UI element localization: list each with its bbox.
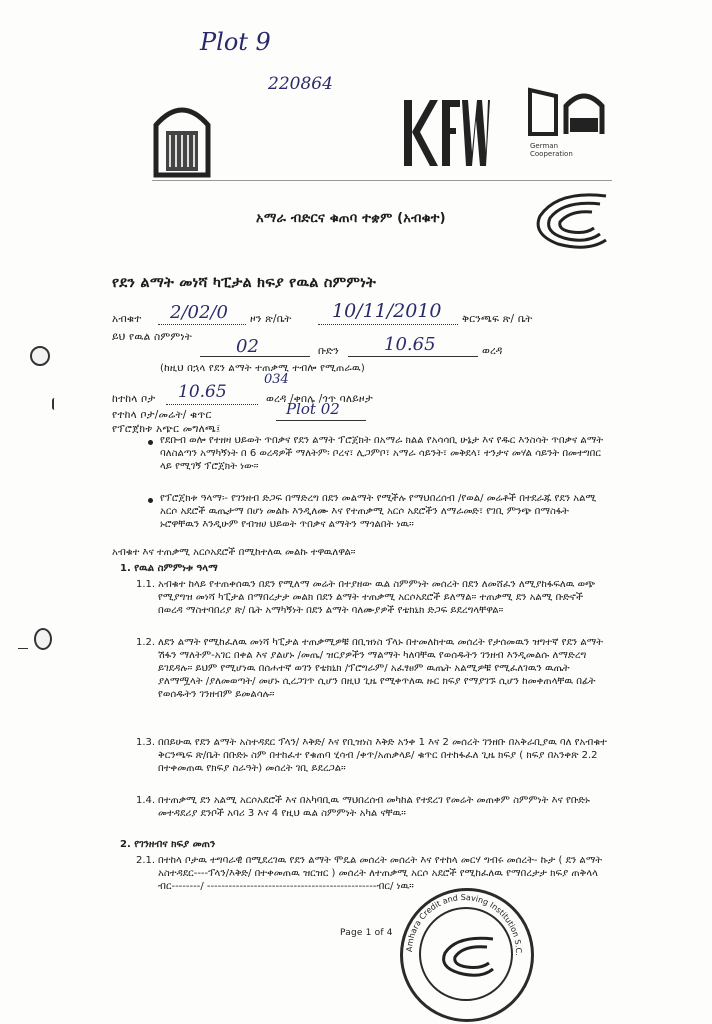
form-label: አብቁተ — [112, 313, 142, 325]
bullet-dot — [148, 440, 153, 445]
logo-german-cooperation — [526, 82, 606, 166]
bullet-text: የፕሮጀክቱ ዓላማ፡- የገንዘብ ድጋፍ በማድረግ በደን መልማት የሚችሉ የማህበረሰብ /የወል/ መሬቶች በተደራጁ የደን አልሚ አርሶ አደሮች ዉጤታማ በሆነ መልኩ እንዲለሙ እና የተጠቃሚ አርሶ አደሮችን ለማራመድ፣ የገቢ ምንጭ በማስፋት ኑሮዋቸዉን እንዲሁም የብዝሀ ህይወት ጥበቃና ልማትን ማጎልበት ነዉ። — [160, 493, 597, 530]
cooperation-label: German Cooperation — [530, 142, 573, 158]
margin-mark — [18, 648, 28, 649]
fill-line — [158, 324, 246, 325]
form-label: ወረዳ /ቀበሌ /ጎጥ ባለይዞታ — [266, 393, 373, 405]
document-title: የደን ልማት መነሻ ካፒታል ክፍያ የዉል ስምምነት — [112, 275, 377, 291]
handwritten-field: 10.65 — [178, 382, 227, 402]
acsi-logo — [528, 186, 610, 252]
handwritten-field: 02 — [236, 336, 259, 357]
logo-kfw — [400, 92, 490, 172]
punch-hole — [30, 346, 50, 366]
logo-left — [150, 95, 214, 179]
fill-line — [276, 420, 366, 421]
fill-line — [318, 324, 458, 325]
form-label: ቅርንጫፍ ጽ/ ቤት — [462, 313, 533, 325]
stamp-ring-text — [400, 888, 528, 1016]
form-label: ይህ የዉል ስምምነት — [112, 331, 193, 343]
bullet-dot — [148, 498, 153, 503]
handwritten-field: 2/02/0 — [170, 302, 228, 323]
item-number: 1.1. — [136, 579, 156, 590]
form-label: የፕሮጀክቱ አጭር መግለጫ፤ — [112, 423, 221, 435]
form-note: (ከዚህ በኋላ የደን ልማት ተጠቃሚ ተብሎ የሚጠራዉ) — [160, 363, 365, 374]
section-heading: 2. የገንዘብና ክፍያ መጠን — [120, 839, 216, 850]
item-text: ለደን ልማት የሚከፈለዉ መነሻ ካፒታል ተጠቃሚዎቹ በቢዝነስ ፕላኑ በተመለከተዉ መሰረት የታሰመዉን ዝግተኛ የደን ልማት ሽፋን ማለትም-አገር በቀል እና ያልሆኑ /መጤ/ ዝርያዎችን ማልማት ካለባቸዉ የወሰዱትን ገንዘብ እንዲመልሱ ለማድረግ ይገደዳሉ። ይህም የሚሆነዉ በሰሐተኛ ወገን የቴክኒክ /ፕሮግራም/ አፈፃፀም ዉጤት አልሚዎቹ የሚፈለገዉን ዉጤት ያለማሟላት /ያለመወጣት/ መሆኑ ሲረጋገጥ ሲሆን በዚህ ጊዜ የሚቀጥለዉ ዙር ክፍያ የማያገኙ ሲሆን ከመቀጠላቸዉ በፊት የወሰዱትን ገንዘብም ይመልሳሉ። — [158, 637, 604, 700]
institution-stamp — [400, 888, 534, 1022]
punch-hole — [34, 628, 52, 650]
handwritten-field: Plot 02 — [286, 400, 340, 418]
org-name: አማራ ብድርና ቁጠባ ተቋም (አብቁተ) — [256, 211, 446, 226]
form-label: ቡድን — [318, 345, 339, 357]
item-text: በበይሁዉ የደን ልማት አስተዳደር ፕላን/ እቅድ/ እና የቢዝነስ እቅድ አንቀ 1 እና 2 መሰረት ገንዘቡ በአቅራቢያዉ ባለ የአብቁተ ቅርንጫፍ ጽ/ቤት በቡድኑ ስም በተከፈተ የቁጠባ ሂሳብ /ቀጥ/አጠቃላይ/ ቁጥር በተከፋፈለ ጊዜ ክፍያ ( ክፍያ በአንቀጽ 2.2 በተቀመጠዉ የክፍያ ስራዓት) መሰረት ገቢ ይደረጋል። — [158, 737, 607, 774]
header-rule — [152, 180, 612, 181]
handwritten-field: 10/11/2010 — [332, 300, 442, 322]
section-heading: 1. የዉል ስምምነቱ ዓላማ — [120, 563, 218, 574]
margin-mark — [52, 398, 57, 410]
fill-line — [166, 404, 258, 405]
form-label: ከተከላ ቦታ — [112, 393, 156, 405]
svg-text:Amhara Credit and Saving Insti — [405, 893, 523, 956]
handwritten-number: 220864 — [268, 74, 333, 94]
page-number: Page 1 of 4 — [340, 928, 393, 938]
item-text: በተከላ ቦታዉ ተግባራዊ በሚደረገዉ የደን ልማት ሞዴል መሰረት መሰረት እና የተከላ መርሃ ግብሩ መሰረት- ኩታ ( ደን ልማት አስተዳደር----ፕላን/እቅድ/ በተቀመጠዉ ዝርዝር ) መሰረት ለተጠቃሚ አርሶ አደሮች የሚከፈለዉ የማበረታታ ክፍያ ጠቅላላ ብር--------/ -----------------------------------------------ብር/ ነዉ። — [158, 855, 603, 892]
form-label: የተከላ ቦታ/መሬት/ ቁጥር — [112, 409, 212, 421]
handwritten-field: 034 — [264, 372, 289, 387]
item-number: 1.4. — [136, 795, 156, 806]
form-label: ወረዳ — [482, 345, 503, 357]
handwritten-plot-label: Plot 9 — [200, 28, 271, 56]
emblem-icon — [150, 95, 214, 179]
acsi-logo-icon — [528, 186, 610, 252]
agreement-intro: አብቁተ እና ተጠቃሚ አርሶአደሮች በሚከተለዉ መልኩ ተዋዉለዋል። — [112, 547, 356, 558]
bullet-text: የደቡብ ወሎ የተዘዛ ህይወት ጥበቃና የደን ልማት ፕሮጀክት በአማራ ክልል የአሳሳቢ ሁኔታ እና የዱር እንስሳት ጥበቃና ልማት ባለስልጣን አማካኝነት በ 6 ወረዳዎች ማለትም፡ ቦረና፣ ሊጋምቦ፣ አማራ ሳይንት፣ መቅደላ፣ ተንታና መሃል ሳይንት በመተግበር ላይ የሚገኝ ፕሮጀክት ነው። — [160, 435, 604, 472]
item-text: አብቁተ ከላይ የተጠቀሰዉን በደን የሚለማ መሬት በተያዘው ዉል ስምምነት መሰረት በደን ለመሸፈን ለሚያከፋፍለዉ ወጭ የሚያግዝ መነሻ ካፒታል በማበረታታ መልክ በደን ልማት ተጠቃሚ አርሶአደሮች ይለማል። ተጠቃሚ ደን አልሚ ቡድኖች በወረዳ ማስተባበሪያ ጽ/ ቤት አማካኝነት በደን ልማት ባለሙያዎች የቴክኒክ ድጋፍ ይደረግላቸዋል። — [158, 579, 596, 616]
cooperation-logo-icon — [526, 82, 606, 138]
stamp-text: Amhara Credit and Saving Institution S.C. — [404, 892, 524, 956]
item-text: በተጠቃሚ ደን አልሚ አርሶአደሮች እና በአካባቢዉ ማህበረሰብ መካከል የተደረገ የመሬት መጠቀም ስምምነት እና የቡድኑ መተዳደሪያ ደንቦች አባሪ 3 እና 4 የዚህ ዉል ስምምነት አካል ናቸዉ። — [158, 795, 590, 819]
fill-line — [348, 356, 478, 357]
form-label: ዞን ጽ/ቤት — [250, 313, 292, 325]
kfw-logo-icon — [400, 92, 490, 172]
handwritten-field: 10.65 — [384, 334, 436, 355]
item-number: 2.1. — [136, 855, 156, 866]
item-number: 1.2. — [136, 637, 156, 648]
item-number: 1.3. — [136, 737, 156, 748]
